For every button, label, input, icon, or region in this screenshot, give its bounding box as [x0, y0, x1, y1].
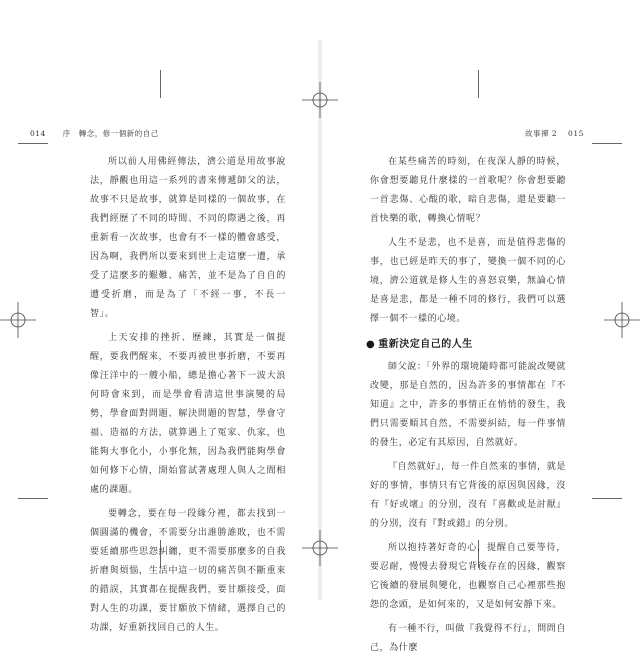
- right-chapter-title: 故事禪 2: [525, 129, 558, 138]
- left-body-text: [90, 153, 286, 643]
- right-body-text: [366, 153, 566, 663]
- paragraph: 人生不是悲，也不是喜，而是值得悲傷的事，也已經是昨天的事了，變換一個不同的心境，濟公道就是修人生的喜怒哀樂，無論心情是喜是悲，都是一種不同的修行，我們可以選擇一個不一樣的心境。: [370, 238, 566, 324]
- paragraph: 所以前人用佛經傳法，濟公道是用故事說法，靜觀也用這一系列的書來傳遞師父的法，故事不只是故事，就算是同樣的一個故事，在我們經歷了不同的時間、不同的際遇之後，再重新看一次故事，也會有不一樣的體會感受，因為啊，我們所以要來到世上走這麼一遭，承受了這麼多的艱難、痛苦，並不是為了自自的遭受折磨，而是為了「不經一事，不長一智」。: [90, 157, 286, 319]
- paragraph: 在某些痛苦的時刻，在夜深人靜的時候，你會想要聽見什麼樣的一首歌呢？你會想要聽一首悲傷、心酸的歌，暗自悲傷，還是要聽一首快樂的歌，轉換心情呢？: [370, 157, 566, 224]
- left-chapter-title: 序 轉念，修一個新的自己: [62, 129, 159, 138]
- section-heading-text: 重新決定自己的人生: [378, 339, 473, 350]
- left-running-head: [30, 128, 300, 139]
- paragraph: 有一種不行，叫做『我覺得不行』，問問自己，為什麼: [370, 624, 566, 653]
- right-page-number: 015: [568, 129, 584, 138]
- paragraph: 要轉念，要在每一段緣分裡，都去找到一個圓滿的機會，不需要分出誰勝誰敗，也不需要延續那些思怨糾纏，更不需要那麼多的自我折磨與煩惱，生活中這一切的痛苦與不斷重來的錯誤，其實都在提醒我們，要甘願接受，面對人生的功課，要甘願放下情緒，選擇自己的功課，好重新找回自己的人生。: [90, 509, 286, 633]
- left-page-number: 014: [30, 129, 46, 138]
- section-heading: [366, 335, 566, 354]
- paragraph: 所以抱持著好奇的心，提醒自己要等待，要忍耐，慢慢去發現它背後存在的因緣，觀察它後續的發展與變化，也觀察自己心裡那些抱怨的念頭，是如何來的，又是如何安靜下來。: [370, 543, 566, 610]
- right-running-head: [525, 128, 584, 139]
- paragraph: 『自然就好』，每一件自然來的事情，就是好的事情，事情只有它背後的原因與因緣，沒有『好或壞』的分別，沒有『喜歡或是討厭』的分別，沒有『對或錯』的分別。: [370, 462, 566, 529]
- bullet-icon: ●: [366, 339, 376, 350]
- paragraph: 師父說：「外界的環境隨時都可能說改變就改變，那是自然的，因為許多的事情都在『不知道』之中，許多的事情正在悄悄的發生，我們只需要順其自然，不需要糾結，每一件事情的發生，必定有其原因，自然就好。: [370, 362, 566, 448]
- paragraph: 上天安排的挫折、歷練，其實是一個提醒，要我們醒來，不要再被世事折磨，不要再像汪洋中的一艘小船，總是擔心著下一波大浪何時會來到，而是學會看清這世事演變的局勢，學會面對問題、解決問題的智慧，學會守福、造福的方法，就算遇上了冤家、仇家，也能夠大事化小，小事化無，因為我們能夠學會如何修下心情，開始嘗試著處理人與人之間相處的課題。: [90, 333, 286, 495]
